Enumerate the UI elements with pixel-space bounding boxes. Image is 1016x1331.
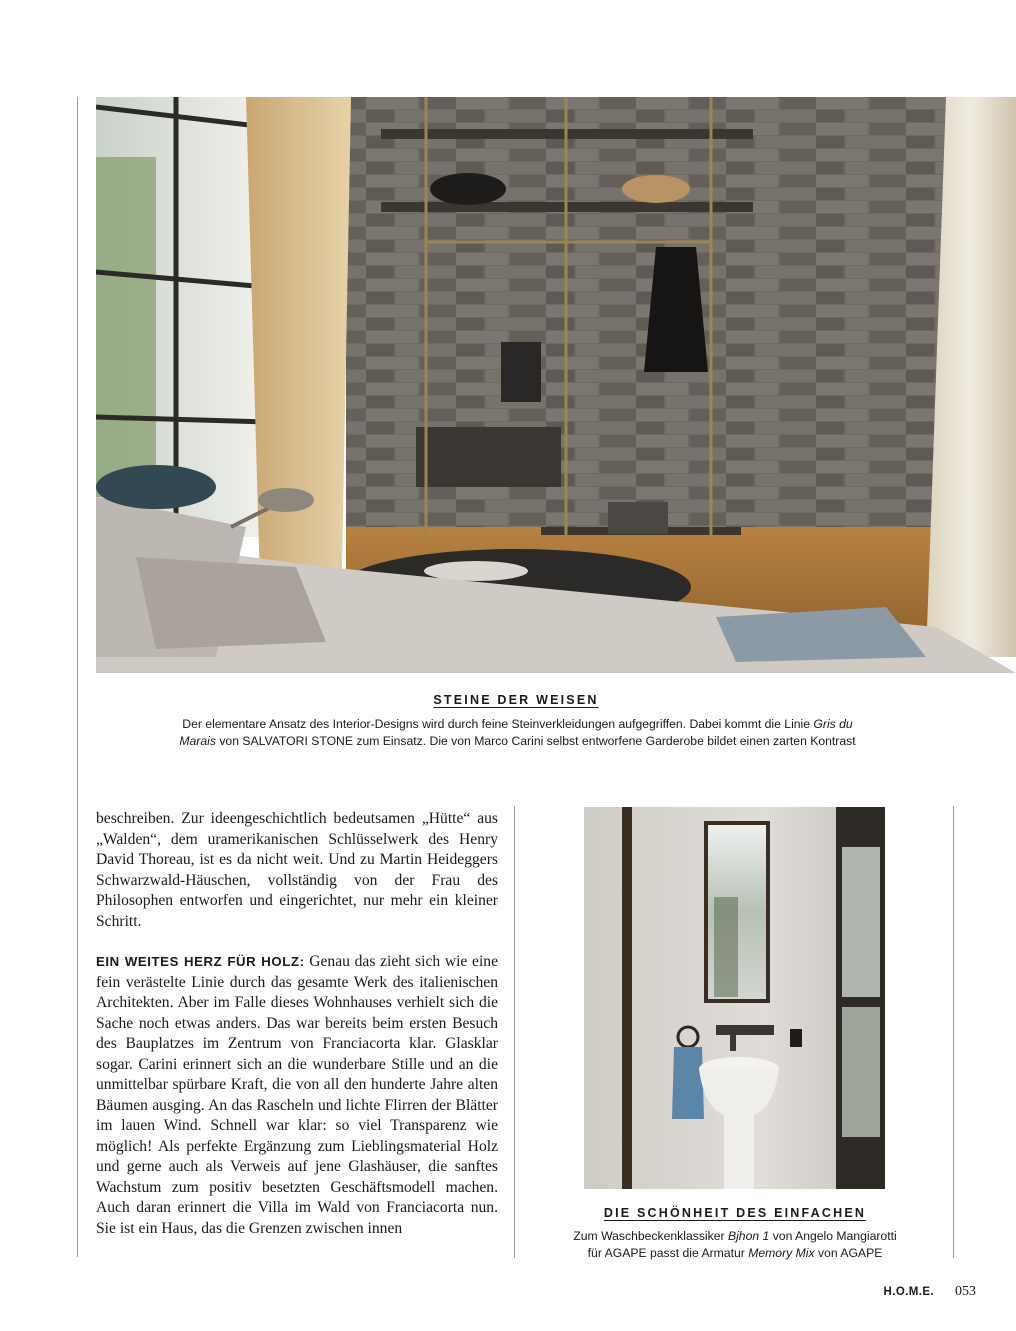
section-lead-in: EIN WEITES HERZ FÜR HOLZ: xyxy=(96,954,305,969)
article-paragraph-2 xyxy=(96,952,498,1239)
article-paragraph-2-text: Genau das zieht sich wie eine fein verästelte Linie durch das gesamte Werk des italienischen Architekten. Aber im Falle dieses Wohnhauses verhielt sich die Sache noch etwas anders. Das war bereits beim ersten Besuch des Bauplatzes im Zentrum von Franciacorta klar. Glasklar sogar. Carini erinnert sich an die wunderbare Stille und an die unmittelbar spürbare Kraft, die von all den hunderte Jahre alten Bäumen ausging. An das Rascheln und lichte Flirren der Blätter im lauen Wind. Schnell war klar: so viel Transparenz wie möglich! Als perfekte Ergänzung zum Lieblingsmaterial Holz und gerne auch als Verweis auf jene Glashäuser, die sanftes Wachstum zum positiv besetzten Geschäftsmodell machen. Auch daran erinnert die Villa im Wald von Franciacorta nun. Sie ist ein Haus, das die Grenzen zwischen innen xyxy=(96,953,498,1237)
right-column-rule xyxy=(953,806,954,1258)
main-caption-title: STEINE DER WEISEN xyxy=(433,693,599,707)
bedroom-photo xyxy=(96,97,1016,673)
bath-caption-line1-a: Zum Waschbeckenklassiker xyxy=(573,1229,728,1243)
page-number: 053 xyxy=(955,1284,976,1299)
main-caption-line2-italic: Marais xyxy=(179,734,216,748)
bath-caption-line2-c: von AGAPE xyxy=(814,1246,883,1260)
bath-caption-line1-italic: Bjhon 1 xyxy=(727,1229,770,1243)
article-paragraph-1: beschreiben. Zur ideengeschichtlich bedeutsamen „Hütte“ aus „Walden“, dem uramerikanischen Schlüsselwerk des Henry David Thoreau, ist es da nicht weit. Und zu Martin Heideggers Schwarzwald-Häuschen, vollständig von der Frau des Philosophen entworfen und eingerichtet, nur mehr ein kleiner Schritt. xyxy=(96,810,498,930)
main-caption-line1-italic: Gris du xyxy=(813,717,853,731)
bathroom-photo xyxy=(584,807,885,1189)
bath-caption-line2-italic: Memory Mix xyxy=(748,1246,815,1260)
bath-caption-line2-a: für AGAPE passt die Armatur xyxy=(587,1246,749,1260)
main-caption-line1-a: Der elementare Ansatz des Interior-Designs wird durch feine Steinverkleidungen aufgegriffen. Dabei kommt die Linie xyxy=(182,717,814,731)
left-column-rule xyxy=(77,97,78,1257)
middle-column-rule xyxy=(514,806,515,1258)
main-caption-line2-b: von SALVATORI STONE zum Einsatz. Die von Marco Carini selbst entworfene Garderobe bildet einen zarten Kontrast xyxy=(215,734,856,748)
bath-caption-line1-c: von Angelo Mangiarotti xyxy=(769,1229,897,1243)
main-caption-text xyxy=(130,716,905,750)
magazine-brand: H.O.M.E. xyxy=(883,1286,934,1298)
article-body xyxy=(96,809,498,1239)
bath-caption-text xyxy=(548,1228,922,1262)
bath-caption-title: DIE SCHÖNHEIT DES EINFACHEN xyxy=(603,1206,867,1220)
